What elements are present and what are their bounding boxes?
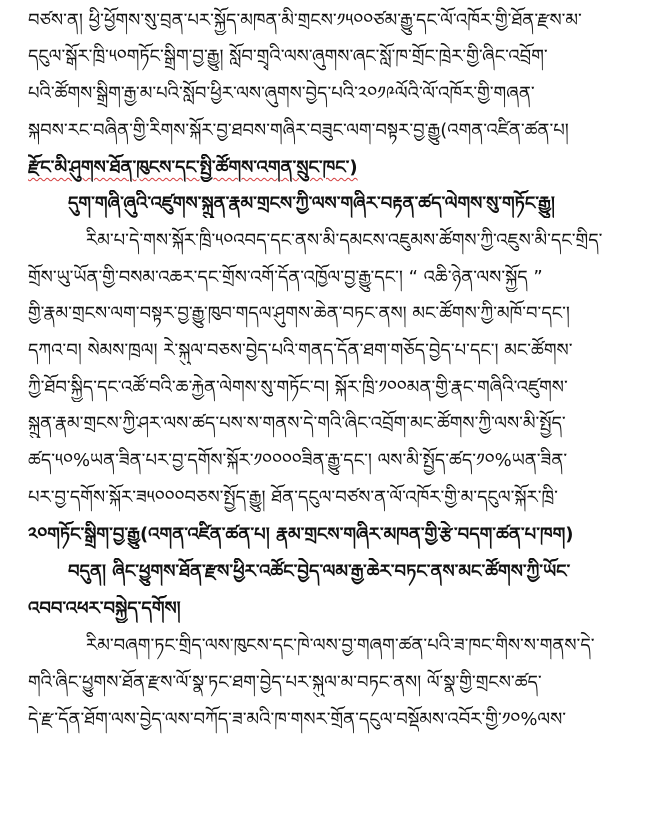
line-text: པར་བྱ་དགོས་སྐོར་ཟ༥༠༠༠བཅས་སྤྱོད་རྒྱུ། ཐོན་དངུལ་བཙས་ན་ལོ་འཁོར་གྱི་མ་དངུལ་སྐོར་ཁྲི་ [28,487,558,508]
text-line-14 [28,484,620,512]
text-line-3 [28,80,620,108]
text-line-2 [28,43,620,71]
text-line-8 [28,264,620,292]
heading-text: འབབ་འཕར་བསྐྱེད་དགོས། [28,598,181,619]
line-text: གའི་ཞིང་ཕྱུགས་ཐོན་རྫས་ལོ་སྣ་ཏང་ཐག་བྱེད་པར་སྐུལ་མ་བཏང་ནས། ལོ་སྣ་གྱི་གྲངས་ཚད་ [28,672,542,693]
heading-line-1 [68,190,620,218]
line-text: རིམ་བཞག་ཏང་གྲིད་ལས་ཁུངས་དང་ཁེ་ལས་བྱ་གཞག་ཚན་པའི་ཟ་ཁང་གིས་ས་གནས་དེ་ [86,635,595,656]
line-text: ཚད་༥༠%ཡན་ཟིན་པར་བྱ་དགོས་སྐོར་༡༠༠༠༠ཟིན་རྒྱུ་དང་། ལས་མི་སྤྱོད་ཚད་༡༠%ཡན་ཟིན་ [28,450,568,471]
text-line-9 [28,300,620,328]
text-line-7 [86,227,620,255]
heading-line-3 [28,595,620,623]
line-text: གྲོས་ཡུ་ཡོན་གྱི་བསམ་འཆར་དང་གྲོས་འགོ་དོན་འཁྱོལ་བྱ་རྒྱུ་དང་། “ འཆི་ཉེན་ལས་སྐྱོད ” [28,267,543,288]
text-line-12 [28,410,620,438]
line-text: སྐྲུན་རྣམ་གྲངས་ཀྱི་ཤར་ལས་ཚད་པས་ས་གནས་དེ་གའི་ཞིང་འབྲོག་མང་ཚོགས་ཀྱི་ལས་མི་སྤྱོད་ [28,413,566,434]
text-line-20 [28,706,620,734]
heading-text: དུག་གཞི་ཞུའི་འཛུགས་སྐྲུན་རྣམ་གྲངས་ཀྱི་ལས་གཞིར་བརྟན་ཚད་ལེགས་སུ་གཏོང་རྒྱུ། [68,193,555,214]
text-line-19 [28,669,620,697]
line-text: སྐབས་རང་བཞིན་གྱི་རིགས་སྐོར་བྱ་ཐབས་གཞིར་བཟུང་ལག་བསྟར་བྱ་རྒྱུ(འགན་འཛིན་ཚན་པ། [28,120,569,141]
heading-text: བདུན། ཞིང་ཕྱུགས་ཐོན་རྫས་ཕྱིར་འཚོང་བྱེད་ལམ་རྒྱ་ཆེར་བཏང་ནས་མང་ཚོགས་ཀྱི་ཡོང་ [68,561,571,582]
text-line-10 [28,337,620,365]
text-line-5 [28,154,620,182]
line-text: ༢༠གཏོང་སྒྲིག་བྱ་རྒྱུ(འགན་འཛིན་ཚན་པ། རྣམ་གྲངས་གཞིར་མཁན་གྱི་རྩེ་བདག་ཚན་པ་ཁག) [28,524,574,545]
text-line-13 [28,447,620,475]
line-text: རྫོང་མི་ཤུགས་ཐོན་ཁུངས་དང་སྤྱི་ཚོགས་འགན་སྲུང་ཁང་) [28,157,358,178]
line-text: བཙས་ན། ཕྱི་ཕྱོགས་སུ་བྲན་པར་སྐྱོད་མཁན་མི་གྲངས་༡༥༠༠ཙམ་རྒྱུ་དང་ལོ་འཁོར་གྱི་ཐོན་རྫས་མ་ [28,10,582,31]
text-line-18 [86,632,620,660]
text-line-4 [28,117,620,145]
text-line-11 [28,374,620,402]
line-text: དངུལ་སྒོར་ཁྲི་༥༠གཏོང་སྒྲིག་བྱ་རྒྱུ། སློབ་གྲྭའི་ལས་ཞུགས་ཞང་སློ་ཁ་གྲོང་ཁྲེར་གྱི་ཞིང་འབྲོག་ [28,46,548,67]
line-text: དེ་རྫ་དོན་ཐོག་ལས་བྱེད་ལས་བཀོད་ཟ་མའི་ཁ་གསར་གྲོན་དངུལ་བསྡོམས་འབོར་གྱི་༡༠%ལས་ [28,709,567,730]
heading-line-2 [68,558,620,586]
line-text: པའི་ཚོགས་སྒྲིག་རྒྱ་མ་པའི་སློབ་ཕྱིར་ལས་ཞུགས་བྱེད་པའི་༢༠༡༩ལོའི་ལོ་འཁོར་གྱི་གཞན་ [28,83,535,104]
line-text: ཀྱི་ཐོབ་སྐྱིད་དང་འཚོ་བའི་ཆ་རྐྱེན་ལེགས་སུ་གཏོང་བ། སྐོར་ཁྲི་༡༠༠མན་གྱི་རྣང་གཞིའི་འཛུགས་ [28,377,568,398]
line-text: རིམ་པ་དེ་གས་སྐོར་ཁྲི་༥༠འབད་དང་ནས་མི་དམངས་འཇུམས་ཚོགས་ཀྱི་འཇུས་མི་དང་གྲིད་ [86,230,603,251]
line-text: གྱི་རྣམ་གྲངས་ལག་བསྟར་བྱ་རྒྱུ་ཁུབ་གདལ་ཤུགས་ཆེན་བཏང་ནས། མང་ཚོགས་ཀྱི་མཁོ་བ་དང་། [28,303,570,324]
text-line-15 [28,521,620,549]
line-text: དཀའ་བ། སེམས་ཁྲལ། རེ་སྐུལ་བཅས་བྱེད་པའི་གནད་དོན་ཐག་གཅོད་བྱེད་པ་དང་། མང་ཚོགས་ [28,340,573,361]
text-line-1 [28,7,620,35]
